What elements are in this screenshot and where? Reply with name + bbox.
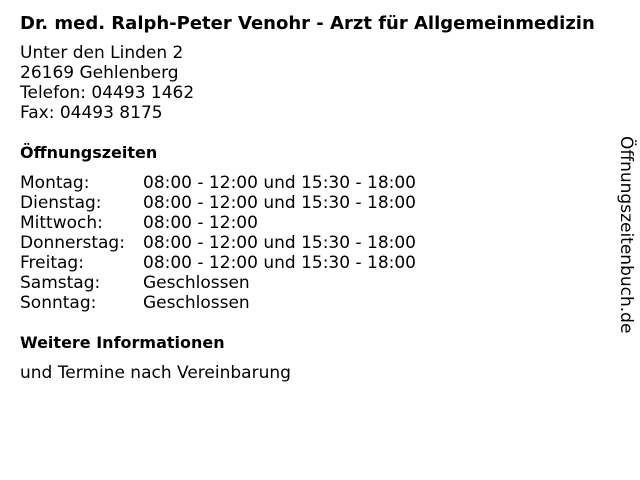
time-value: 08:00 - 12:00 und 15:30 - 18:00	[143, 253, 416, 273]
time-value: 08:00 - 12:00 und 15:30 - 18:00	[143, 173, 416, 193]
hours-row-friday	[20, 253, 610, 273]
hours-row-sunday	[20, 293, 610, 313]
opening-hours-table	[20, 173, 610, 313]
practice-card	[20, 0, 610, 383]
site-watermark-text: Öffnungszeitenbuch.de	[616, 136, 636, 334]
hours-row-wednesday	[20, 213, 610, 233]
hours-row-monday	[20, 173, 610, 193]
time-value: 08:00 - 12:00 und 15:30 - 18:00	[143, 193, 416, 213]
further-info-text: und Termine nach Vereinbarung	[20, 363, 291, 383]
time-value: 08:00 - 12:00 und 15:30 - 18:00	[143, 233, 416, 253]
day-label: Freitag:	[20, 253, 84, 273]
street-address: Unter den Linden 2	[20, 43, 184, 63]
contact-block	[20, 43, 610, 123]
day-label: Mittwoch:	[20, 213, 103, 233]
time-value: 08:00 - 12:00	[143, 213, 258, 233]
day-label: Sonntag:	[20, 293, 97, 313]
hours-row-tuesday	[20, 193, 610, 213]
hours-row-thursday	[20, 233, 610, 253]
day-label: Montag:	[20, 173, 90, 193]
time-value: Geschlossen	[143, 293, 250, 313]
day-label: Dienstag:	[20, 193, 102, 213]
hours-row-saturday	[20, 273, 610, 293]
day-label: Samstag:	[20, 273, 101, 293]
fax-number: Fax: 04493 8175	[20, 103, 163, 123]
opening-hours-heading: Öffnungszeiten	[20, 143, 158, 162]
phone-number: Telefon: 04493 1462	[20, 83, 195, 103]
postal-city: 26169 Gehlenberg	[20, 63, 179, 83]
further-info-heading: Weitere Informationen	[20, 333, 225, 352]
time-value: Geschlossen	[143, 273, 250, 293]
day-label: Donnerstag:	[20, 233, 125, 253]
practice-name: Dr. med. Ralph-Peter Venohr - Arzt für Allgemeinmedizin	[20, 13, 595, 34]
